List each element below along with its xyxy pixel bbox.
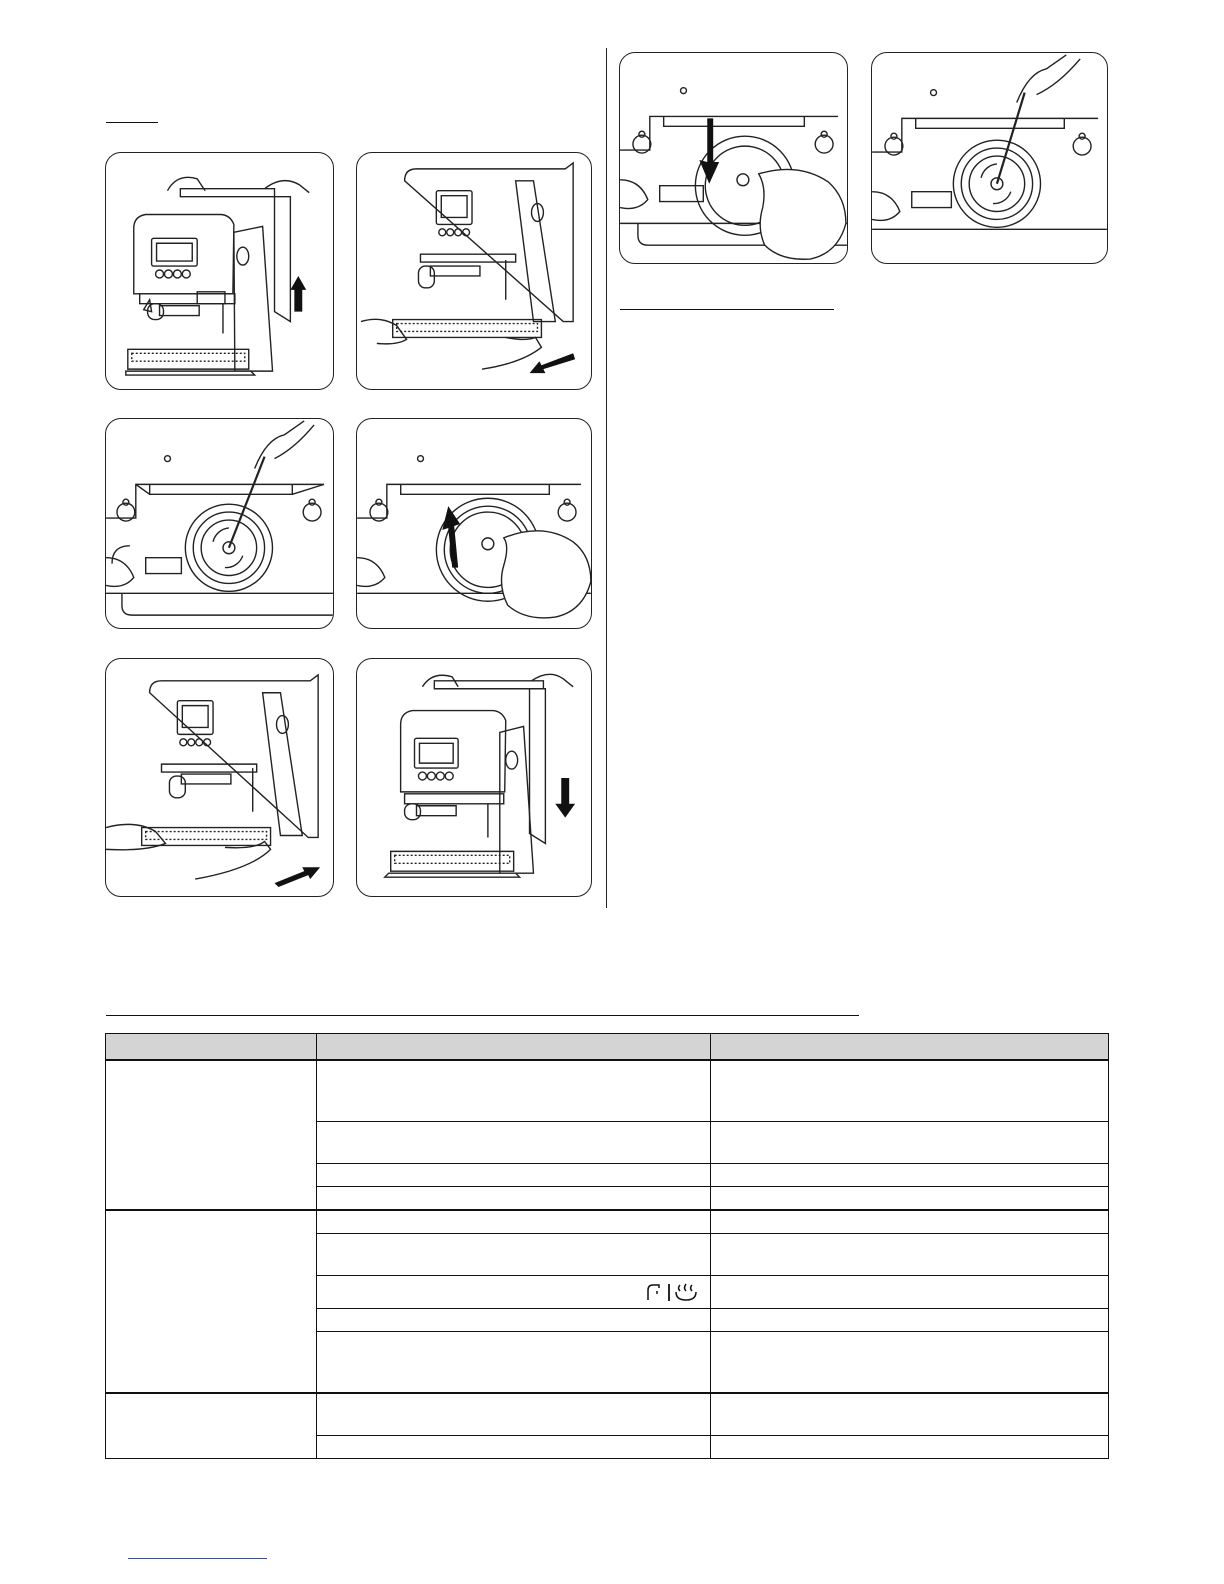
table-row <box>106 1210 1109 1234</box>
arrow-curved-icon <box>357 419 591 628</box>
right-heading-underline <box>620 309 834 310</box>
solution-cell <box>711 1332 1109 1394</box>
step-panel-lower-water-tank <box>356 658 592 897</box>
problem-cell <box>106 1060 317 1210</box>
step-panel-unscrew-shower-screen <box>105 418 334 629</box>
solution-cell <box>711 1060 1109 1122</box>
table-row <box>106 1393 1109 1436</box>
arrow-right-icon <box>106 659 333 896</box>
cause-cell <box>317 1210 711 1234</box>
column-divider <box>606 48 607 908</box>
table-header-row <box>106 1034 1109 1061</box>
solution-cell <box>711 1164 1109 1187</box>
arrow-down-icon <box>357 659 591 896</box>
steam-icon <box>676 1284 696 1300</box>
tap-icon <box>648 1285 659 1300</box>
arrow-up-icon <box>106 153 333 389</box>
cause-cell <box>317 1436 711 1459</box>
step-panel-remove-shower-screen <box>356 418 592 629</box>
cause-cell <box>317 1187 711 1211</box>
cause-cell <box>317 1332 711 1394</box>
cause-cell <box>317 1393 711 1436</box>
cause-cell <box>317 1276 711 1309</box>
footer-link-underline <box>128 1558 267 1559</box>
solution-cell <box>711 1309 1109 1332</box>
solution-cell <box>711 1234 1109 1276</box>
table-row <box>106 1060 1109 1122</box>
solution-cell <box>711 1436 1109 1459</box>
cause-cell <box>317 1122 711 1164</box>
cause-cell <box>317 1164 711 1187</box>
solution-cell <box>711 1122 1109 1164</box>
header-solution <box>711 1034 1109 1061</box>
cause-cell <box>317 1309 711 1332</box>
step-panel-screw-shower-screen <box>871 52 1108 264</box>
arrow-curved-icon <box>620 53 847 263</box>
step-panel-refit-shower-screen <box>619 52 848 264</box>
problem-cell <box>106 1393 317 1459</box>
tap-steam-symbols <box>642 1282 700 1305</box>
header-cause <box>317 1034 711 1061</box>
step-panel-remove-drip-tray <box>356 152 592 390</box>
solution-cell <box>711 1393 1109 1436</box>
header-problem <box>106 1034 317 1061</box>
step-panel-insert-drip-tray <box>105 658 334 897</box>
problem-cell <box>106 1210 317 1393</box>
left-heading-underline <box>106 122 158 123</box>
solution-cell <box>711 1187 1109 1211</box>
cause-cell <box>317 1060 711 1122</box>
solution-cell <box>711 1210 1109 1234</box>
troubleshooting-table <box>105 1033 1109 1459</box>
table-heading-underline <box>106 1015 859 1016</box>
arrow-left-icon <box>357 153 591 389</box>
step-panel-lift-water-tank <box>105 152 334 390</box>
solution-cell <box>711 1276 1109 1309</box>
cause-cell <box>317 1234 711 1276</box>
